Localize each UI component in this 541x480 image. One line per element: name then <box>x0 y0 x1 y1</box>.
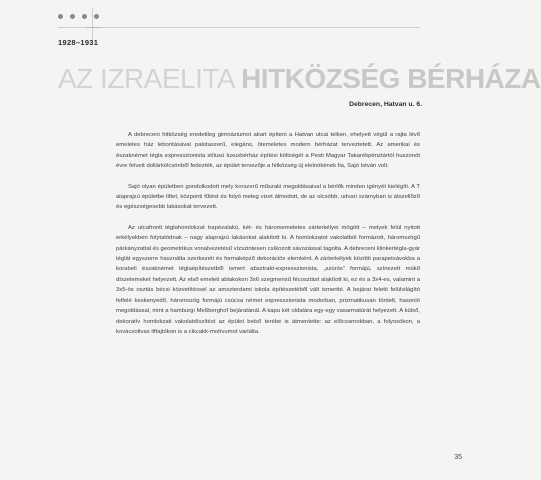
header-rule <box>58 27 420 28</box>
dot-icon <box>94 14 99 19</box>
crosshair-mark-horizontal <box>86 27 100 28</box>
page-number: 35 <box>454 454 462 461</box>
dot-icon <box>58 14 63 19</box>
body-text <box>116 130 420 347</box>
title-bold-part: HITKÖZSÉG BÉRHÁZA <box>241 63 541 94</box>
page-title <box>58 64 541 94</box>
crosshair-mark-vertical <box>92 8 93 40</box>
year-range: 1928–1931 <box>58 38 99 47</box>
paragraph: A debreceni hitközség eredetileg gimnáziumot akart építeni a Hatvan utcai telken, ehelyett végül a rajta lévő emeletes ház lebontásával palotaszerű, elegáns, ötemeletes modern bérházat terveztetett. Az amerikai és északnémet tégla expresszionista stílusú luxusbérház építési költségét a Pesti Magyar Takarékpénztártól huszonöt évre felvett dollárkölcsönből fedezték, az épület tervezője a hitközség új elelnökének fia, Sajó István volt. <box>116 132 420 170</box>
address-subtitle: Debrecen, Hatvan u. 6. <box>349 101 422 108</box>
dot-icon <box>82 14 87 19</box>
title-light-part: AZ IZRAELITA <box>58 63 236 94</box>
paragraph: Sajó olyan épületben gondolkodott mely korszerű műszaki megoldásaival a bérlők minden igényét kielégíti. A T alaprajzú épületbe liftet, központi fűtést és folyó meleg vizet álmodott, de az olcsóbb, udvari szárnyban is átszellőző és egészségesebb lakásokat tervezett. <box>116 183 420 211</box>
dot-icon <box>70 14 75 19</box>
paragraph: Az utcafronti téglahomlokzat trapézalakú, két- és háromemeletes zárterkélyei mögött – melyek felül nyitott erkélyekben folytatódnak – nagy alaprajzú lakásokat alakított ki. A homlokzatot vakolatból formázott, háromszögű párkányzattal és geometrikus vonalvezetésű vízszintesen csíkozott sávozással tagolta. A debreceni klinkertégla-gyár téglát egyszerre használta szerkezeti és formaképző dekorációs elemként. A zárterkélyek közötti parapetsávokba a korabeli északnémet téglaépítészetből ismert absztrakt-expresszionista, „szúrós” formájú, színezett mükő díszelemeket helyezett. Az első emeleti ablakokon 3x6 szegmensű fécosztást alakított ki, ez és a 3x4-es, valamint a 3x5-ös osztás bécsi közvetítéssel az amszterdami iskola építészetéből vált ismertté. A bejárat feletti felülvilágító felfelé keskenyedő, háromszög formájú csúcsa német expresszionista modorban, prizmatikusan tördelt, hasonló megoldással, mint a hamburgi Meßberghof bejáratánál. A kapu két oldalára egy-egy vasarmatúrát helyezett. A külső, dekoratív homlokzati vakolatdíszítést az épület belső terébe is átmentette: az előcsarnokban, a folyosókon, a kovácsoltvas liftajtókon is a cikcakk-motívumot variálta. <box>116 224 420 335</box>
